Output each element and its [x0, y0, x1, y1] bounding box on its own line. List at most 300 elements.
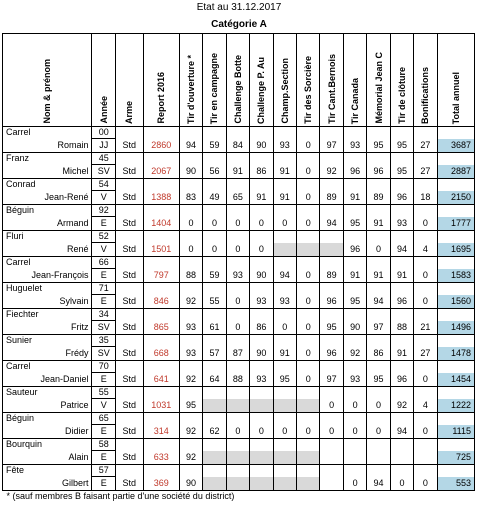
spacer-cell[interactable]: [226, 179, 249, 191]
score-cell-ouv[interactable]: 88: [179, 269, 202, 283]
score-cell-champ[interactable]: 93: [273, 139, 296, 153]
total-cell[interactable]: 2887: [437, 165, 474, 179]
score-cell-mem[interactable]: 94: [367, 295, 390, 309]
col-header-campagne[interactable]: Tir en campagne: [203, 34, 226, 127]
spacer-cell[interactable]: [115, 439, 143, 451]
report-cell[interactable]: 865: [143, 321, 179, 335]
spacer-cell[interactable]: [297, 153, 320, 165]
spacer-cell[interactable]: [320, 257, 343, 269]
score-cell-sorc[interactable]: 0: [297, 295, 320, 309]
score-cell-ouv[interactable]: 92: [179, 451, 202, 465]
spacer-cell[interactable]: [414, 153, 437, 165]
spacer-cell[interactable]: [367, 205, 390, 217]
spacer-cell[interactable]: [343, 465, 366, 477]
score-cell-clot[interactable]: 95: [390, 165, 413, 179]
year-cell[interactable]: 71: [92, 283, 115, 295]
spacer-cell[interactable]: [414, 439, 437, 451]
col-header-sorciere[interactable]: Tir des Sorcière: [297, 34, 320, 127]
category-cell[interactable]: SV: [92, 165, 115, 179]
spacer-cell[interactable]: [297, 205, 320, 217]
spacer-cell[interactable]: [437, 465, 474, 477]
spacer-cell[interactable]: [414, 309, 437, 321]
spacer-cell[interactable]: [343, 335, 366, 347]
score-cell-sorc[interactable]: 0: [297, 347, 320, 361]
score-cell-bonif[interactable]: 0: [414, 217, 437, 231]
score-cell-camp[interactable]: 64: [203, 373, 226, 387]
spacer-cell[interactable]: [390, 439, 413, 451]
spacer-cell[interactable]: [250, 387, 273, 399]
spacer-cell[interactable]: [273, 127, 296, 139]
spacer-cell[interactable]: [203, 335, 226, 347]
spacer-cell[interactable]: [115, 413, 143, 425]
score-cell-ouv[interactable]: 92: [179, 373, 202, 387]
score-cell-mem[interactable]: 96: [367, 165, 390, 179]
score-cell-pau[interactable]: 90: [250, 139, 273, 153]
spacer-cell[interactable]: [367, 387, 390, 399]
spacer-cell[interactable]: [437, 413, 474, 425]
spacer-cell[interactable]: [203, 179, 226, 191]
spacer-cell[interactable]: [203, 205, 226, 217]
spacer-cell[interactable]: [226, 153, 249, 165]
score-cell-clot[interactable]: 0: [390, 477, 413, 491]
last-name-cell[interactable]: Franz: [3, 153, 92, 165]
category-cell[interactable]: E: [92, 373, 115, 387]
spacer-cell[interactable]: [273, 153, 296, 165]
score-cell-bot[interactable]: 93: [226, 269, 249, 283]
arme-cell[interactable]: Std: [115, 295, 143, 309]
last-name-cell[interactable]: Carrel: [3, 257, 92, 269]
spacer-cell[interactable]: [179, 153, 202, 165]
score-cell-camp[interactable]: 59: [203, 139, 226, 153]
spacer-cell[interactable]: [390, 231, 413, 243]
spacer-cell[interactable]: [143, 283, 179, 295]
spacer-cell[interactable]: [226, 231, 249, 243]
score-cell-sorc[interactable]: [297, 451, 320, 465]
arme-cell[interactable]: Std: [115, 269, 143, 283]
category-cell[interactable]: V: [92, 191, 115, 205]
score-cell-pau[interactable]: 90: [250, 269, 273, 283]
arme-cell[interactable]: Std: [115, 373, 143, 387]
score-cell-bonif[interactable]: 18: [414, 191, 437, 205]
score-cell-bern[interactable]: 0: [320, 425, 343, 439]
score-cell-clot[interactable]: [390, 451, 413, 465]
spacer-cell[interactable]: [226, 413, 249, 425]
score-cell-bern[interactable]: 96: [320, 347, 343, 361]
col-header-bonif[interactable]: Bonifications: [414, 34, 437, 127]
arme-cell[interactable]: Std: [115, 191, 143, 205]
score-cell-camp[interactable]: 59: [203, 269, 226, 283]
spacer-cell[interactable]: [437, 257, 474, 269]
score-cell-bonif[interactable]: 0: [414, 425, 437, 439]
score-cell-pau[interactable]: 0: [250, 425, 273, 439]
spacer-cell[interactable]: [179, 283, 202, 295]
year-cell[interactable]: 65: [92, 413, 115, 425]
score-cell-mem[interactable]: 91: [367, 269, 390, 283]
score-cell-can[interactable]: 96: [343, 243, 366, 257]
score-cell-mem[interactable]: 95: [367, 139, 390, 153]
spacer-cell[interactable]: [414, 205, 437, 217]
spacer-cell[interactable]: [115, 283, 143, 295]
score-cell-sorc[interactable]: 0: [297, 425, 320, 439]
score-cell-clot[interactable]: 92: [390, 399, 413, 413]
spacer-cell[interactable]: [273, 361, 296, 373]
spacer-cell[interactable]: [203, 309, 226, 321]
report-cell[interactable]: 797: [143, 269, 179, 283]
spacer-cell[interactable]: [343, 283, 366, 295]
spacer-cell[interactable]: [143, 413, 179, 425]
score-cell-ouv[interactable]: 94: [179, 139, 202, 153]
score-cell-bot[interactable]: 0: [226, 321, 249, 335]
spacer-cell[interactable]: [297, 231, 320, 243]
spacer-cell[interactable]: [115, 387, 143, 399]
spacer-cell[interactable]: [115, 153, 143, 165]
score-cell-champ[interactable]: 95: [273, 373, 296, 387]
spacer-cell[interactable]: [437, 205, 474, 217]
score-cell-mem[interactable]: 97: [367, 321, 390, 335]
score-cell-bonif[interactable]: 27: [414, 139, 437, 153]
spacer-cell[interactable]: [367, 309, 390, 321]
spacer-cell[interactable]: [115, 335, 143, 347]
spacer-cell[interactable]: [203, 257, 226, 269]
col-header-cloture[interactable]: Tir de clôture: [390, 34, 413, 127]
score-cell-sorc[interactable]: [297, 477, 320, 491]
arme-cell[interactable]: Std: [115, 321, 143, 335]
spacer-cell[interactable]: [390, 257, 413, 269]
spacer-cell[interactable]: [297, 179, 320, 191]
spacer-cell[interactable]: [367, 127, 390, 139]
last-name-cell[interactable]: Huguelet: [3, 283, 92, 295]
col-header-total[interactable]: Total annuel: [437, 34, 474, 127]
score-cell-bonif[interactable]: 4: [414, 399, 437, 413]
spacer-cell[interactable]: [343, 153, 366, 165]
score-cell-sorc[interactable]: 0: [297, 269, 320, 283]
spacer-cell[interactable]: [143, 205, 179, 217]
spacer-cell[interactable]: [437, 179, 474, 191]
score-cell-pau[interactable]: [250, 399, 273, 413]
last-name-cell[interactable]: Bourquin: [3, 439, 92, 451]
score-cell-bonif[interactable]: 0: [414, 373, 437, 387]
spacer-cell[interactable]: [437, 153, 474, 165]
category-cell[interactable]: E: [92, 477, 115, 491]
spacer-cell[interactable]: [273, 439, 296, 451]
year-cell[interactable]: 66: [92, 257, 115, 269]
score-cell-pau[interactable]: 93: [250, 295, 273, 309]
spacer-cell[interactable]: [179, 439, 202, 451]
spacer-cell[interactable]: [437, 127, 474, 139]
score-cell-ouv[interactable]: 0: [179, 217, 202, 231]
spacer-cell[interactable]: [115, 205, 143, 217]
score-cell-bot[interactable]: [226, 451, 249, 465]
spacer-cell[interactable]: [143, 231, 179, 243]
first-name-cell[interactable]: Jean-François: [3, 269, 92, 283]
total-cell[interactable]: 725: [437, 451, 474, 465]
spacer-cell[interactable]: [390, 283, 413, 295]
spacer-cell[interactable]: [179, 205, 202, 217]
first-name-cell[interactable]: Romain: [3, 139, 92, 153]
spacer-cell[interactable]: [414, 413, 437, 425]
spacer-cell[interactable]: [297, 283, 320, 295]
score-cell-sorc[interactable]: [297, 399, 320, 413]
spacer-cell[interactable]: [203, 127, 226, 139]
score-cell-mem[interactable]: 0: [367, 243, 390, 257]
score-cell-bonif[interactable]: 0: [414, 477, 437, 491]
spacer-cell[interactable]: [226, 439, 249, 451]
score-cell-champ[interactable]: [273, 451, 296, 465]
spacer-cell[interactable]: [250, 283, 273, 295]
spacer-cell[interactable]: [250, 465, 273, 477]
spacer-cell[interactable]: [320, 465, 343, 477]
spacer-cell[interactable]: [179, 465, 202, 477]
spacer-cell[interactable]: [414, 231, 437, 243]
spacer-cell[interactable]: [226, 127, 249, 139]
spacer-cell[interactable]: [273, 387, 296, 399]
total-cell[interactable]: 1115: [437, 425, 474, 439]
spacer-cell[interactable]: [203, 387, 226, 399]
arme-cell[interactable]: Std: [115, 217, 143, 231]
spacer-cell[interactable]: [320, 283, 343, 295]
spacer-cell[interactable]: [320, 231, 343, 243]
spacer-cell[interactable]: [320, 413, 343, 425]
report-cell[interactable]: 314: [143, 425, 179, 439]
spacer-cell[interactable]: [250, 127, 273, 139]
score-cell-ouv[interactable]: 92: [179, 295, 202, 309]
total-cell[interactable]: 1583: [437, 269, 474, 283]
spacer-cell[interactable]: [143, 361, 179, 373]
spacer-cell[interactable]: [343, 231, 366, 243]
score-cell-champ[interactable]: 0: [273, 321, 296, 335]
report-cell[interactable]: 668: [143, 347, 179, 361]
score-cell-sorc[interactable]: 0: [297, 165, 320, 179]
spacer-cell[interactable]: [143, 387, 179, 399]
spacer-cell[interactable]: [390, 361, 413, 373]
spacer-cell[interactable]: [203, 439, 226, 451]
spacer-cell[interactable]: [250, 231, 273, 243]
first-name-cell[interactable]: Alain: [3, 451, 92, 465]
year-cell[interactable]: 54: [92, 179, 115, 191]
col-header-name[interactable]: Nom & prénom: [3, 34, 92, 127]
spacer-cell[interactable]: [390, 335, 413, 347]
category-cell[interactable]: V: [92, 399, 115, 413]
score-cell-clot[interactable]: 94: [390, 425, 413, 439]
score-cell-sorc[interactable]: 0: [297, 191, 320, 205]
spacer-cell[interactable]: [226, 257, 249, 269]
spacer-cell[interactable]: [343, 127, 366, 139]
spacer-cell[interactable]: [179, 387, 202, 399]
spacer-cell[interactable]: [414, 387, 437, 399]
score-cell-bot[interactable]: 0: [226, 243, 249, 257]
total-cell[interactable]: 1777: [437, 217, 474, 231]
spacer-cell[interactable]: [115, 257, 143, 269]
spacer-cell[interactable]: [115, 231, 143, 243]
spacer-cell[interactable]: [437, 231, 474, 243]
year-cell[interactable]: 92: [92, 205, 115, 217]
spacer-cell[interactable]: [343, 257, 366, 269]
category-cell[interactable]: JJ: [92, 139, 115, 153]
total-cell[interactable]: 1496: [437, 321, 474, 335]
arme-cell[interactable]: Std: [115, 243, 143, 257]
last-name-cell[interactable]: Conrad: [3, 179, 92, 191]
score-cell-pau[interactable]: 0: [250, 243, 273, 257]
spacer-cell[interactable]: [179, 309, 202, 321]
score-cell-bern[interactable]: [320, 451, 343, 465]
spacer-cell[interactable]: [367, 439, 390, 451]
score-cell-pau[interactable]: 90: [250, 347, 273, 361]
score-cell-bot[interactable]: 0: [226, 425, 249, 439]
score-cell-bot[interactable]: [226, 399, 249, 413]
spacer-cell[interactable]: [367, 465, 390, 477]
score-cell-bern[interactable]: [320, 243, 343, 257]
spacer-cell[interactable]: [203, 231, 226, 243]
score-cell-bonif[interactable]: 0: [414, 295, 437, 309]
score-cell-mem[interactable]: 95: [367, 373, 390, 387]
spacer-cell[interactable]: [297, 257, 320, 269]
arme-cell[interactable]: Std: [115, 451, 143, 465]
score-cell-bot[interactable]: 84: [226, 139, 249, 153]
spacer-cell[interactable]: [367, 257, 390, 269]
score-cell-clot[interactable]: 91: [390, 347, 413, 361]
score-cell-pau[interactable]: 0: [250, 217, 273, 231]
spacer-cell[interactable]: [179, 335, 202, 347]
score-cell-bern[interactable]: [320, 477, 343, 491]
score-cell-can[interactable]: 95: [343, 295, 366, 309]
score-cell-pau[interactable]: [250, 451, 273, 465]
arme-cell[interactable]: Std: [115, 425, 143, 439]
first-name-cell[interactable]: Patrice: [3, 399, 92, 413]
report-cell[interactable]: 2860: [143, 139, 179, 153]
spacer-cell[interactable]: [320, 179, 343, 191]
spacer-cell[interactable]: [437, 335, 474, 347]
score-cell-ouv[interactable]: 90: [179, 477, 202, 491]
spacer-cell[interactable]: [143, 179, 179, 191]
category-cell[interactable]: SV: [92, 347, 115, 361]
score-cell-camp[interactable]: 57: [203, 347, 226, 361]
score-cell-bonif[interactable]: 0: [414, 269, 437, 283]
first-name-cell[interactable]: Jean-René: [3, 191, 92, 205]
score-cell-clot[interactable]: 96: [390, 295, 413, 309]
first-name-cell[interactable]: Didier: [3, 425, 92, 439]
score-cell-mem[interactable]: 91: [367, 217, 390, 231]
spacer-cell[interactable]: [320, 439, 343, 451]
score-cell-mem[interactable]: [367, 451, 390, 465]
score-cell-camp[interactable]: 56: [203, 165, 226, 179]
category-cell[interactable]: E: [92, 217, 115, 231]
score-cell-sorc[interactable]: 0: [297, 217, 320, 231]
report-cell[interactable]: 1388: [143, 191, 179, 205]
spacer-cell[interactable]: [297, 309, 320, 321]
spacer-cell[interactable]: [390, 413, 413, 425]
spacer-cell[interactable]: [367, 361, 390, 373]
spacer-cell[interactable]: [226, 335, 249, 347]
col-header-year[interactable]: Année: [92, 34, 115, 127]
spacer-cell[interactable]: [320, 335, 343, 347]
spacer-cell[interactable]: [273, 205, 296, 217]
score-cell-ouv[interactable]: 0: [179, 243, 202, 257]
first-name-cell[interactable]: Armand: [3, 217, 92, 231]
spacer-cell[interactable]: [367, 179, 390, 191]
score-cell-bot[interactable]: 87: [226, 347, 249, 361]
score-cell-sorc[interactable]: 0: [297, 139, 320, 153]
score-cell-bern[interactable]: 89: [320, 191, 343, 205]
col-header-report[interactable]: Report 2016: [143, 34, 179, 127]
report-cell[interactable]: 2067: [143, 165, 179, 179]
score-cell-pau[interactable]: 93: [250, 373, 273, 387]
spacer-cell[interactable]: [367, 283, 390, 295]
first-name-cell[interactable]: Fritz: [3, 321, 92, 335]
total-cell[interactable]: 1454: [437, 373, 474, 387]
col-header-champ[interactable]: Champ.Section: [273, 34, 296, 127]
first-name-cell[interactable]: Frédy: [3, 347, 92, 361]
col-header-bernois[interactable]: Tir Cant.Bernois: [320, 34, 343, 127]
score-cell-bern[interactable]: 96: [320, 295, 343, 309]
spacer-cell[interactable]: [297, 439, 320, 451]
score-cell-ouv[interactable]: 93: [179, 321, 202, 335]
score-cell-champ[interactable]: 0: [273, 217, 296, 231]
category-cell[interactable]: E: [92, 295, 115, 309]
spacer-cell[interactable]: [320, 153, 343, 165]
spacer-cell[interactable]: [250, 439, 273, 451]
score-cell-champ[interactable]: 0: [273, 425, 296, 439]
score-cell-clot[interactable]: 88: [390, 321, 413, 335]
score-cell-bonif[interactable]: 27: [414, 347, 437, 361]
spacer-cell[interactable]: [297, 335, 320, 347]
score-cell-clot[interactable]: 96: [390, 373, 413, 387]
total-cell[interactable]: 1478: [437, 347, 474, 361]
score-cell-pau[interactable]: 86: [250, 165, 273, 179]
score-cell-champ[interactable]: [273, 243, 296, 257]
spacer-cell[interactable]: [115, 127, 143, 139]
spacer-cell[interactable]: [320, 309, 343, 321]
spacer-cell[interactable]: [414, 361, 437, 373]
last-name-cell[interactable]: Sauteur: [3, 387, 92, 399]
spacer-cell[interactable]: [367, 413, 390, 425]
score-cell-camp[interactable]: [203, 477, 226, 491]
spacer-cell[interactable]: [414, 179, 437, 191]
spacer-cell[interactable]: [203, 283, 226, 295]
spacer-cell[interactable]: [273, 465, 296, 477]
score-cell-champ[interactable]: 91: [273, 165, 296, 179]
spacer-cell[interactable]: [343, 387, 366, 399]
last-name-cell[interactable]: Fluri: [3, 231, 92, 243]
spacer-cell[interactable]: [297, 465, 320, 477]
score-cell-can[interactable]: 0: [343, 425, 366, 439]
spacer-cell[interactable]: [367, 335, 390, 347]
year-cell[interactable]: 34: [92, 309, 115, 321]
score-cell-camp[interactable]: 55: [203, 295, 226, 309]
first-name-cell[interactable]: Michel: [3, 165, 92, 179]
spacer-cell[interactable]: [343, 179, 366, 191]
spacer-cell[interactable]: [297, 413, 320, 425]
category-cell[interactable]: SV: [92, 321, 115, 335]
report-cell[interactable]: 633: [143, 451, 179, 465]
total-cell[interactable]: 1222: [437, 399, 474, 413]
score-cell-bot[interactable]: 91: [226, 165, 249, 179]
spacer-cell[interactable]: [143, 257, 179, 269]
spacer-cell[interactable]: [179, 257, 202, 269]
score-cell-mem[interactable]: 0: [367, 399, 390, 413]
score-cell-camp[interactable]: 62: [203, 425, 226, 439]
score-cell-can[interactable]: 93: [343, 373, 366, 387]
spacer-cell[interactable]: [390, 179, 413, 191]
arme-cell[interactable]: Std: [115, 399, 143, 413]
score-cell-bonif[interactable]: 21: [414, 321, 437, 335]
spacer-cell[interactable]: [226, 283, 249, 295]
col-header-memorial[interactable]: Mémorial Jean C: [367, 34, 390, 127]
score-cell-bern[interactable]: 97: [320, 139, 343, 153]
score-cell-ouv[interactable]: 90: [179, 165, 202, 179]
score-cell-bern[interactable]: 0: [320, 399, 343, 413]
col-header-ouverture[interactable]: Tir d'ouverture *: [179, 34, 202, 127]
first-name-cell[interactable]: René: [3, 243, 92, 257]
